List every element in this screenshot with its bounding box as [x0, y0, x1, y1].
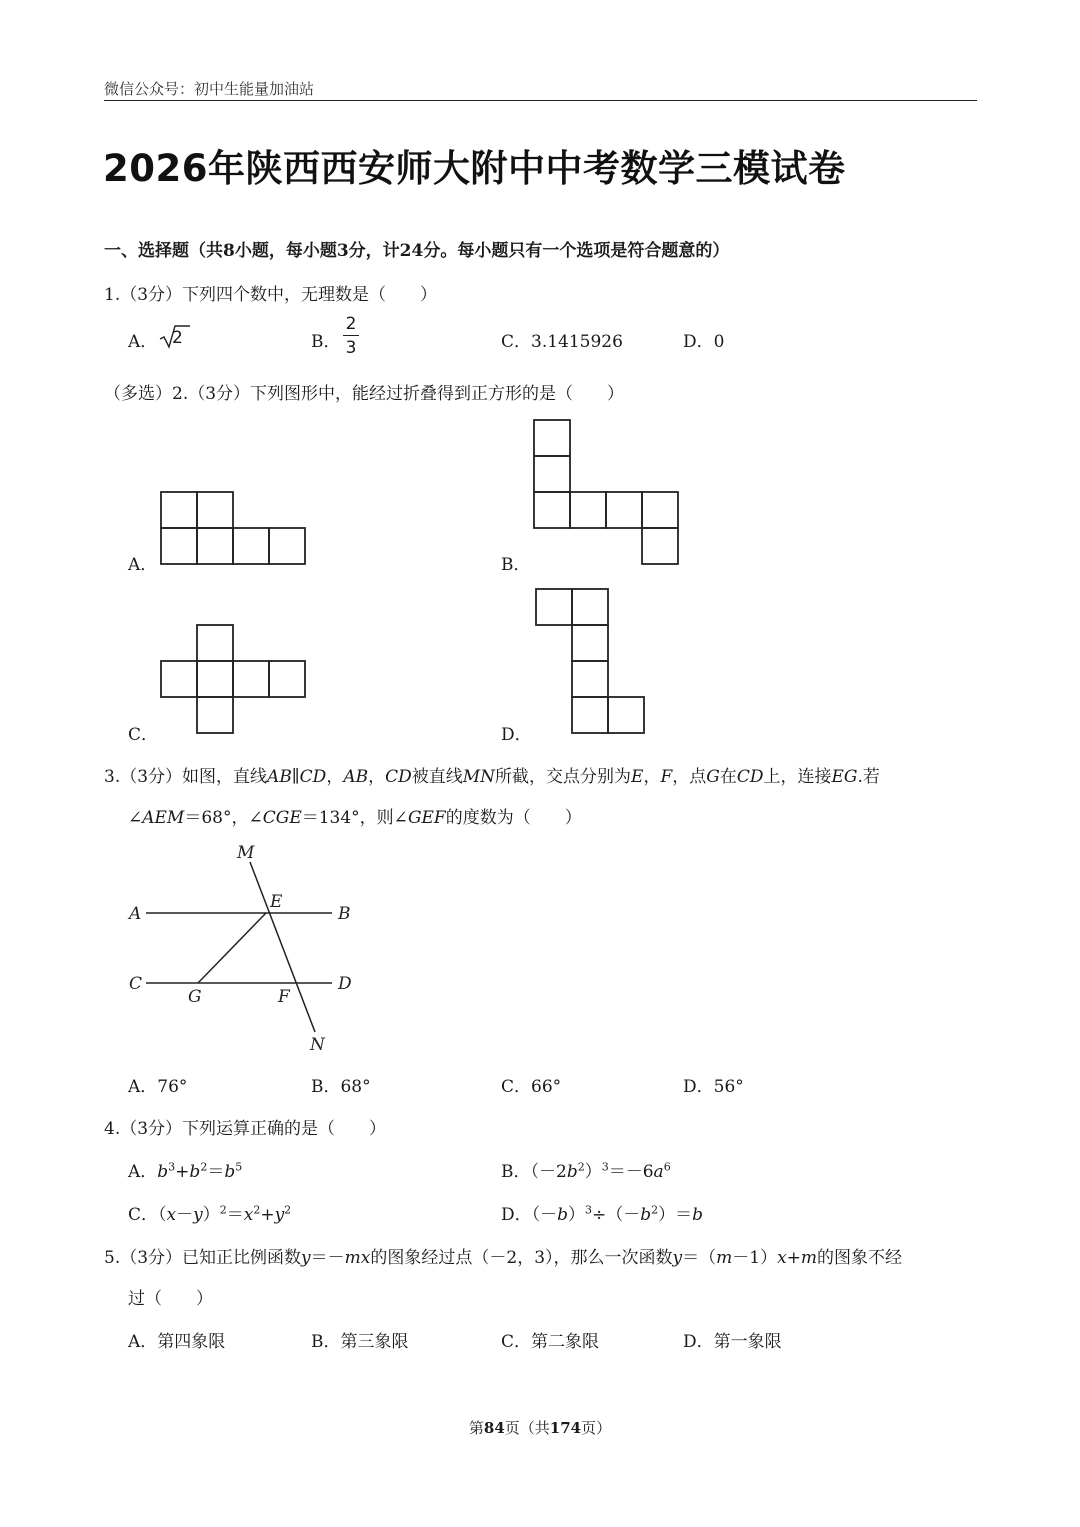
q5-option-b: B．第三象限: [311, 1332, 409, 1352]
section-heading: 一、选择题（共8小题，每小题3分，计24分。每小题只有一个选项是符合题意的）: [104, 241, 730, 261]
q3-math: GEF: [407, 808, 446, 828]
q4-option-d: D．$(-b)^3\div(-b^2)=b$: [501, 1203, 704, 1225]
q2-option-a-label: A．: [128, 555, 158, 575]
page-title: 2026年陕西西安师大附中中考数学三模试卷: [103, 147, 846, 190]
q3-option-c: C．66°: [501, 1077, 562, 1097]
q1-option-b-fraction: [336, 314, 366, 358]
q3-geometry-figure: [120, 836, 380, 1058]
label-n: N: [310, 1035, 325, 1055]
q1-option-c: C．3.1415926: [501, 332, 623, 352]
question-3-stem-line2: [128, 803, 582, 828]
label-g: G: [188, 987, 202, 1007]
q5-text: 的图象经过点（－2，3），那么一次函数: [370, 1248, 673, 1268]
q2-option-c-label: C．: [128, 725, 159, 745]
q5-math: y: [672, 1248, 683, 1268]
question-3-stem-line1: [104, 762, 880, 787]
q3-text: 上，连接: [763, 767, 832, 787]
q3-math: MN: [462, 767, 496, 787]
option-label: A．: [128, 1162, 158, 1182]
q3-math: AB: [343, 767, 369, 787]
q5-text: +: [786, 1248, 801, 1268]
label-c: C: [129, 974, 143, 994]
q1-option-a: [128, 327, 157, 352]
option-label: D．: [501, 1205, 532, 1225]
question-1-stem: 1.（3分）下列四个数中，无理数是（ ）: [104, 285, 438, 305]
q3-option-a: A．76°: [128, 1077, 188, 1097]
q3-text: ∠: [128, 808, 143, 828]
fraction-numerator: 2: [345, 314, 357, 334]
label-e: E: [270, 892, 283, 912]
option-label: B．: [501, 1162, 531, 1182]
q3-math: AEM: [142, 808, 185, 828]
q5-option-a: A．第四象限: [128, 1332, 226, 1352]
q5-math: m: [800, 1248, 818, 1268]
q2-net-b: [533, 419, 683, 566]
q1-option-a-radicand: 2: [172, 328, 183, 348]
q5-text: －1）: [732, 1248, 778, 1268]
q2-net-d: [535, 588, 647, 736]
q1-option-b-label: B．: [311, 332, 341, 352]
current-page-number: 84: [483, 1419, 505, 1437]
option-label: C．: [128, 1205, 159, 1225]
q3-math: F: [660, 767, 673, 787]
q5-text: ＝（: [682, 1248, 717, 1268]
header-divider: [104, 100, 977, 101]
q3-math: EG: [831, 767, 858, 787]
q3-option-d: D．56°: [683, 1077, 744, 1097]
question-5-stem-line1: [104, 1243, 902, 1268]
q4-option-c: C．$(x-y)^2=x^2+y^2$: [128, 1203, 292, 1225]
question-4-stem: 4.（3分）下列运算正确的是（ ）: [104, 1119, 387, 1139]
q3-math: CD: [736, 767, 764, 787]
q3-text: ，: [368, 767, 386, 787]
q5-math: mx: [344, 1248, 371, 1268]
q5-text: ＝－: [310, 1248, 345, 1268]
q3-option-b: B．68°: [311, 1077, 371, 1097]
question-2-stem: （多选）2.（3分）下列图形中，能经过折叠得到正方形的是（ ）: [104, 384, 625, 404]
q2-option-b-label: B．: [501, 555, 531, 575]
q3-text: ，: [326, 767, 344, 787]
q2-net-c: [160, 624, 308, 736]
q3-text: 的度数为（ ）: [445, 808, 582, 828]
q3-math: E: [631, 767, 644, 787]
label-m: M: [237, 843, 255, 863]
q5-text: 的图象不经: [817, 1248, 903, 1268]
q3-math: CGE: [262, 808, 302, 828]
q5-text: 5.（3分）已知正比例函数: [104, 1248, 302, 1268]
q3-text: ，: [643, 767, 661, 787]
total-page-count: 174: [549, 1419, 582, 1437]
q5-math: x: [777, 1248, 787, 1268]
question-5-stem-line2: 过（ ）: [128, 1289, 213, 1309]
q3-math: G: [706, 767, 720, 787]
q3-text: ，点: [672, 767, 707, 787]
label-a: A: [129, 904, 142, 924]
fraction-bar: [343, 335, 359, 336]
footer-text: 页（共: [504, 1419, 550, 1437]
q1-option-a-label: A．: [128, 332, 158, 352]
q4-option-b: B．$(-2b^2)^3=-6a^6$: [501, 1160, 671, 1182]
segment-eg: [198, 913, 266, 983]
label-d: D: [338, 974, 352, 994]
q5-math: y: [301, 1248, 311, 1268]
q3-text: ＝68°，∠: [184, 808, 263, 828]
q1-option-d: D．0: [683, 332, 725, 352]
q3-math: CD: [385, 767, 412, 787]
q5-option-c: C．第二象限: [501, 1332, 600, 1352]
label-f: F: [278, 987, 290, 1007]
q2-net-a: [160, 491, 308, 566]
q3-text: 被直线: [411, 767, 463, 787]
fraction-denominator: 3: [345, 338, 357, 358]
q5-option-d: D．第一象限: [683, 1332, 782, 1352]
footer-text: 第: [468, 1419, 484, 1437]
page-footer: [0, 1417, 1080, 1438]
q3-text: 在: [719, 767, 737, 787]
q4-option-a: A．$b^3+b^2=b^5$: [128, 1160, 243, 1182]
footer-text: 页）: [581, 1419, 612, 1437]
q3-text: ＝134°，则∠: [301, 808, 408, 828]
q2-option-d-label: D．: [501, 725, 532, 745]
q3-text: 3.（3分）如图，直线: [104, 767, 268, 787]
source-header: 微信公众号：初中生能量加油站: [104, 80, 315, 98]
q3-text: 所截，交点分别为: [495, 767, 632, 787]
q3-math: AB∥CD: [267, 767, 327, 787]
q3-text: .若: [857, 767, 880, 787]
label-b: B: [338, 904, 351, 924]
q5-math: m: [716, 1248, 733, 1268]
